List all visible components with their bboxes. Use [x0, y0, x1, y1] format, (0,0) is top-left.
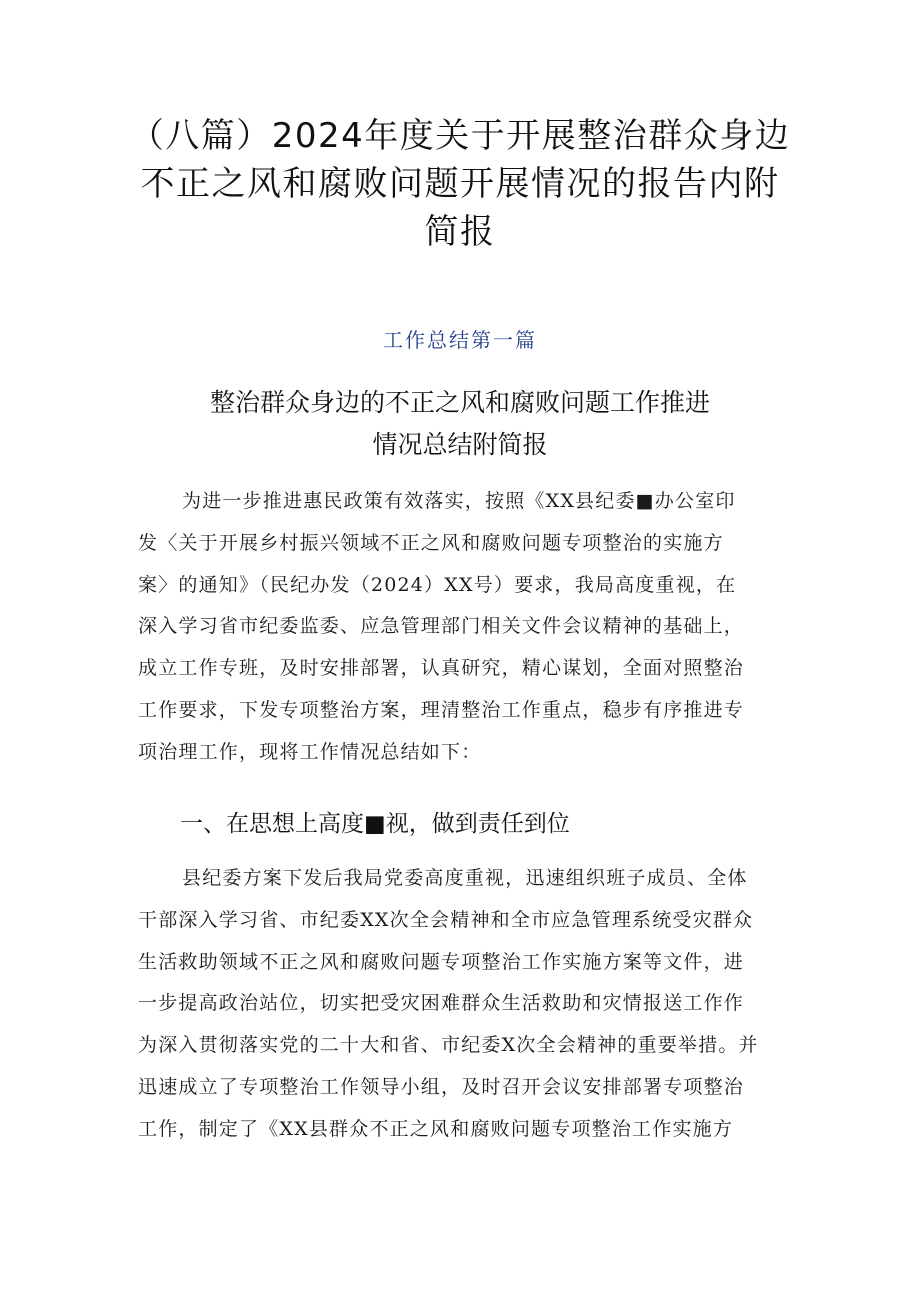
- paragraph-line: 一步提高政治站位，切实把受灾困难群众生活救助和灾情报送工作作: [138, 992, 745, 1015]
- body-paragraph: [138, 858, 790, 1151]
- main-title-line-2: 不正之风和腐败问题开展情况的报告内附: [140, 164, 780, 204]
- paragraph-line: 深入学习省市纪委监委、应急管理部门相关文件会议精神的基础上，: [138, 615, 745, 638]
- main-title: [80, 112, 840, 256]
- paragraph-line: 迅速成立了专项整治工作领导小组，及时召开会议安排部署专项整治: [138, 1075, 745, 1098]
- paragraph-line: 为进一步推进惠民政策有效落实，按照《XX县纪委■办公室印: [182, 490, 736, 512]
- intro-paragraph: [138, 481, 790, 774]
- main-title-line-1: （八篇）2024年度关于开展整治群众身边: [129, 116, 791, 156]
- section-heading-1: 一、在思想上高度■视，做到责任到位: [180, 811, 570, 837]
- paragraph-line: 工作要求，下发专项整治方案，理清整治工作重点，稳步有序推进专: [138, 698, 745, 721]
- paragraph-line: 干部深入学习省、市纪委XX次全会精神和全市应急管理系统受灾群众: [138, 908, 754, 931]
- paragraph-line: 县纪委方案下发后我局党委高度重视，迅速组织班子成员、全体: [182, 867, 748, 889]
- paragraph-line: 工作，制定了《XX县群众不正之风和腐败问题专项整治工作实施方: [138, 1117, 734, 1140]
- paragraph-line: 案〉的通知》（民纪办发（2024）XX号）要求，我局高度重视，在: [138, 573, 737, 596]
- paragraph-line: 成立工作专班，及时安排部署，认真研究，精心谋划，全面对照整治: [138, 657, 745, 680]
- paragraph-line: 发〈关于开展乡村振兴领域不正之风和腐败问题专项整治的实施方: [138, 531, 724, 554]
- document-title: [150, 382, 770, 466]
- paragraph-line: 为深入贯彻落实党的二十大和省、市纪委X次全会精神的重要举措。并: [138, 1034, 759, 1057]
- section-label: 工作总结第一篇: [383, 328, 537, 352]
- document-title-line-1: 整治群众身边的不正之风和腐败问题工作推进: [209, 388, 710, 417]
- paragraph-line: 生活救助领域不正之风和腐败问题专项整治工作实施方案等文件，进: [138, 950, 745, 973]
- document-title-line-2: 情况总结附简报: [372, 430, 548, 459]
- main-title-line-3: 简报: [424, 212, 496, 252]
- paragraph-line: 项治理工作，现将工作情况总结如下：: [138, 740, 482, 763]
